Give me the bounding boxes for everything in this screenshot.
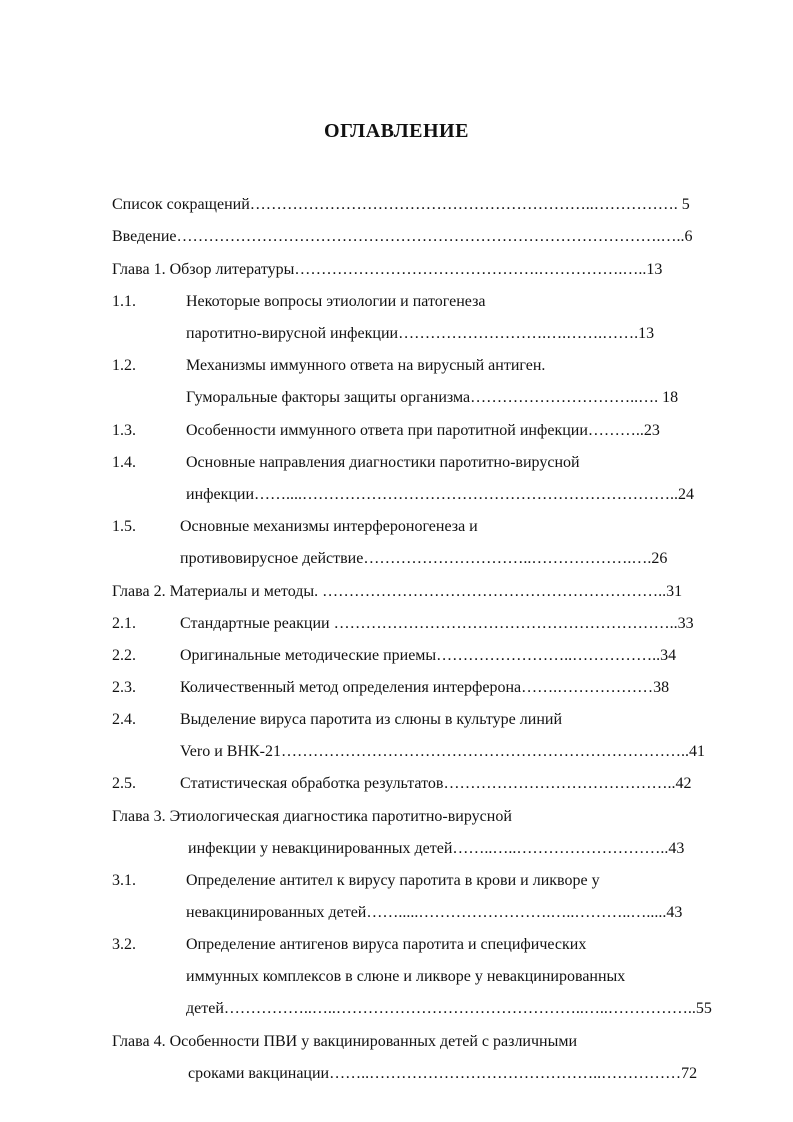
toc-entry-text: Стандартные реакции ………………………………………………………..33: [180, 615, 694, 632]
toc-entry: [112, 645, 744, 667]
toc-entry: [112, 355, 744, 377]
toc-entry: [112, 613, 744, 635]
toc-entry: [112, 452, 744, 474]
toc-entry-number: 2.2.: [112, 647, 136, 664]
toc-entry: [112, 484, 744, 506]
toc-entry-number: 1.4.: [112, 454, 136, 471]
toc-entry-number: 2.5.: [112, 775, 136, 792]
toc-entry: [112, 420, 744, 442]
toc-entry: [112, 773, 744, 795]
toc-entry-text: Список сокращений………………………………………………………..……………. 5: [112, 196, 690, 213]
toc-entry: [112, 998, 744, 1020]
toc-entry: [112, 259, 744, 281]
toc-entry-number: 1.3.: [112, 422, 136, 439]
toc-entry: [112, 741, 744, 763]
toc-entry-text: Статистическая обработка результатов……………………………………..42: [180, 775, 692, 792]
toc-entry-text: Глава 1. Обзор литературы……………………………………….…………….…..13: [112, 261, 663, 278]
toc-entry-text: Определение антигенов вируса паротита и специфических: [186, 936, 587, 953]
toc-entry: [112, 934, 744, 956]
toc-entry-text: невакцинированных детей…….....…………………….…..………..….....43: [186, 904, 683, 921]
toc-entry-text: Определение антител к вирусу паротита в крови и ликворе у: [186, 872, 600, 889]
toc-entry: [112, 516, 744, 538]
toc-entry: [112, 226, 744, 248]
toc-entry-number: 2.4.: [112, 711, 136, 728]
toc-entry-text: иммунных комплексов в слюне и ликворе у невакцинированных: [186, 968, 626, 985]
toc-entry: [112, 581, 744, 603]
toc-entry: [112, 548, 744, 570]
toc-entry-number: 1.2.: [112, 357, 136, 374]
toc-entry-number: 1.5.: [112, 518, 136, 535]
toc-entry: [112, 709, 744, 731]
toc-entry-number: 2.3.: [112, 679, 136, 696]
toc-entry-text: сроками вакцинации……..……………………………………..……………72: [188, 1065, 698, 1082]
toc-entry-text: Выделение вируса паротита из слюны в культуре линий: [180, 711, 562, 728]
toc-entry-number: 2.1.: [112, 615, 136, 632]
toc-entry: [112, 291, 744, 313]
toc-entry-text: противовирусное действие…………………………..……………….….26: [180, 550, 668, 567]
toc-entry-text: Основные механизмы интерфероногенеза и: [180, 518, 478, 535]
toc-entry: [112, 677, 744, 699]
toc-entry: [112, 194, 744, 216]
toc-entry-text: Глава 4. Особенности ПВИ у вакцинированных детей с различными: [112, 1033, 578, 1050]
toc-entry-text: Глава 3. Этиологическая диагностика паротитно-вирусной: [112, 808, 512, 825]
toc-entry-text: инфекции……....……………………………………………………………..24: [186, 486, 695, 503]
toc-entry-number: 3.1.: [112, 872, 136, 889]
toc-entry: [112, 806, 744, 828]
toc-entry-text: детей……………..…..………………………………………..…..……………..55: [186, 1000, 712, 1017]
toc-entry: [112, 966, 744, 988]
toc-entry: [112, 870, 744, 892]
toc-entry-text: Введение……………………………………………………………………………….…..6: [112, 228, 693, 245]
toc-entry-text: Некоторые вопросы этиологии и патогенеза: [186, 293, 486, 310]
toc-entry-text: Механизмы иммунного ответа на вирусный антиген.: [186, 357, 546, 374]
toc-entry-number: 1.1.: [112, 293, 136, 310]
toc-entry-text: Оригинальные методические приемы……………………..……………..34: [180, 647, 677, 664]
toc-entry: [112, 1031, 744, 1053]
toc-entry-number: 3.2.: [112, 936, 136, 953]
toc-entry-text: Количественный метод определения интерферона…….………………38: [180, 679, 670, 696]
toc-entry-text: Особенности иммунного ответа при паротитной инфекции………..23: [186, 422, 660, 439]
toc-entry-text: паротитно-вирусной инфекции……………………….….…….…….13: [186, 325, 655, 342]
toc-entry-text: Глава 2. Материалы и методы. ………………………………………………………..31: [112, 583, 683, 600]
toc-entry: [112, 387, 744, 409]
toc-entry-text: Гуморальные факторы защиты организма…………………………..…. 18: [186, 389, 679, 406]
toc-entry: [112, 323, 744, 345]
page-title: ОГЛАВЛЕНИЕ: [324, 120, 469, 142]
toc-entry: [112, 838, 744, 860]
toc-entry: [112, 902, 744, 924]
toc-entry-text: Основные направления диагностики паротитно-вирусной: [186, 454, 580, 471]
toc-entry-text: Vero и ВНК-21…………………………………………………………………..41: [180, 743, 705, 760]
toc-entry: [112, 1063, 744, 1085]
toc-entry-text: инфекции у невакцинированных детей……..…..………………………..43: [188, 840, 685, 857]
